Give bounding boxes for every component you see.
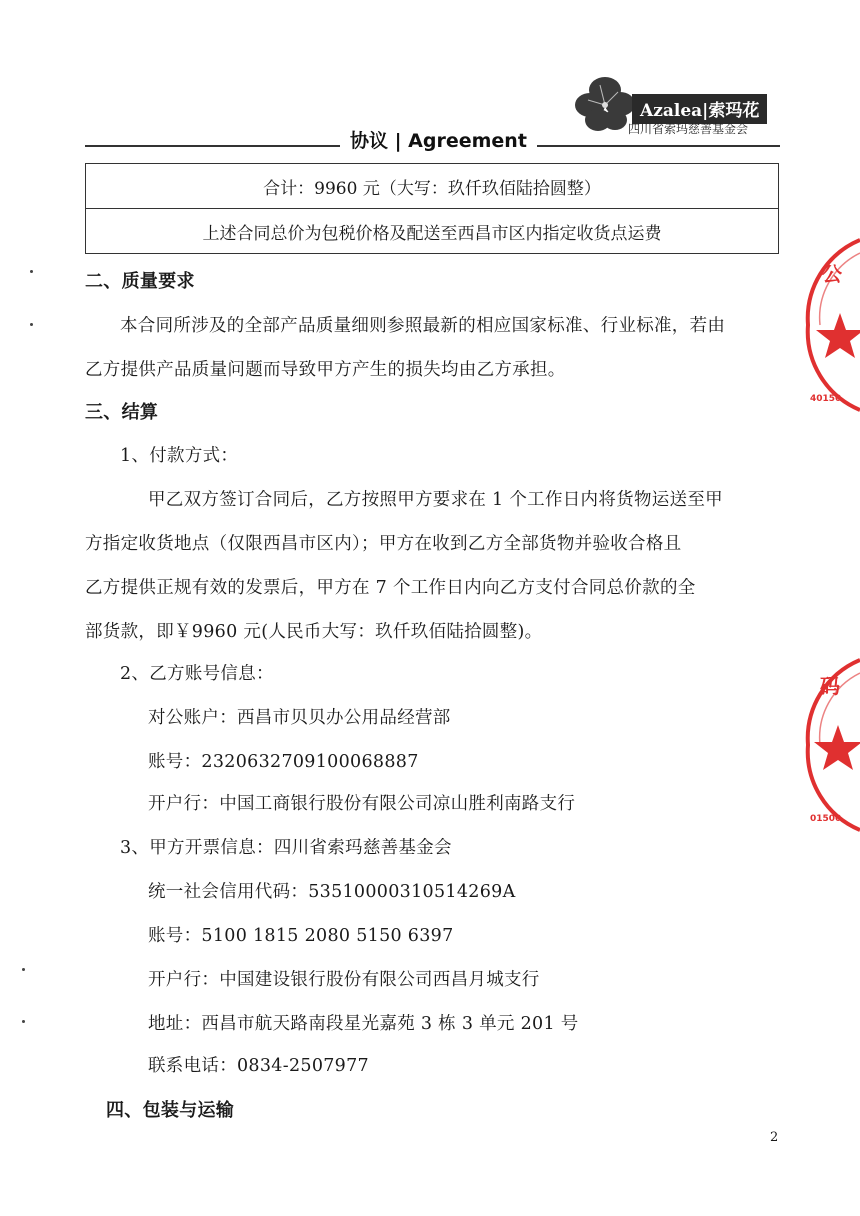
party-a-invoice-label: 3、甲方开票信息：四川省索玛慈善基金会: [120, 838, 452, 858]
binding-mark: [30, 323, 33, 326]
logo-brand-text: Azalea|索玛花: [632, 94, 767, 124]
party-a-credit-code: 统一社会信用代码：53510000310514269A: [148, 882, 516, 902]
foundation-logo: [570, 70, 770, 140]
party-b-account-label: 2、乙方账号信息：: [120, 664, 274, 684]
paragraph-line: 部货款，即￥9960 元(人民币大写：玖仟玖佰陆拾圆整)。: [85, 622, 543, 642]
party-a-account-number: 账号：5100 1815 2080 5150 6397: [148, 926, 454, 946]
party-a-bank: 开户行：中国建设银行股份有限公司西昌月城支行: [148, 970, 540, 990]
page-title: 协议 | Agreement: [340, 126, 537, 153]
binding-mark: [22, 1020, 25, 1023]
total-cell: 合计：9960 元（大写：玖仟玖佰陆拾圆整）: [86, 164, 779, 209]
party-b-account-name: 对公账户：西昌市贝贝办公用品经营部: [148, 708, 451, 728]
foundation-seal-partial: [800, 655, 860, 835]
paragraph-line: 本合同所涉及的全部产品质量细则参照最新的相应国家标准、行业标准，若由: [120, 316, 726, 336]
summary-table: [85, 163, 779, 254]
paragraph-line: 方指定收货地点（仅限西昌市区内）；甲方在收到乙方全部货物并验收合格且: [85, 534, 682, 554]
paragraph-line: 乙方提供产品质量问题而导致甲方产生的损失均由乙方承担。: [85, 360, 566, 380]
payment-method-label: 1、付款方式：: [120, 446, 239, 466]
table-row: [86, 209, 779, 254]
logo-subtitle: 四川省索玛慈善基金会: [628, 122, 749, 136]
section-heading-packaging: 四、包装与运输: [106, 1100, 235, 1121]
binding-mark: [22, 968, 25, 971]
section-heading-quality: 二、质量要求: [85, 271, 195, 292]
company-seal-partial: [800, 235, 860, 415]
seal-code: 40150: [810, 394, 842, 404]
party-b-account-number: 账号：2320632709100068887: [148, 752, 419, 772]
note-cell: 上述合同总价为包税价格及配送至西昌市区内指定收货点运费: [86, 209, 779, 254]
paragraph-line: 甲乙双方签订合同后，乙方按照甲方要求在 1 个工作日内将货物运送至甲: [148, 490, 723, 510]
party-b-bank: 开户行：中国工商银行股份有限公司凉山胜利南路支行: [148, 794, 576, 814]
section-heading-settlement: 三、结算: [85, 402, 159, 423]
party-a-address: 地址：西昌市航天路南段星光嘉苑 3 栋 3 单元 201 号: [148, 1014, 579, 1034]
page-number: 2: [770, 1130, 779, 1145]
party-a-phone: 联系电话：0834-2507977: [148, 1056, 369, 1076]
binding-mark: [30, 270, 33, 273]
seal-text: 公: [822, 262, 842, 286]
paragraph-line: 乙方提供正规有效的发票后，甲方在 7 个工作日内向乙方支付合同总价款的全: [85, 578, 696, 598]
table-row: [86, 164, 779, 209]
seal-text: 码: [820, 674, 840, 698]
seal-code: 01500: [810, 814, 842, 824]
